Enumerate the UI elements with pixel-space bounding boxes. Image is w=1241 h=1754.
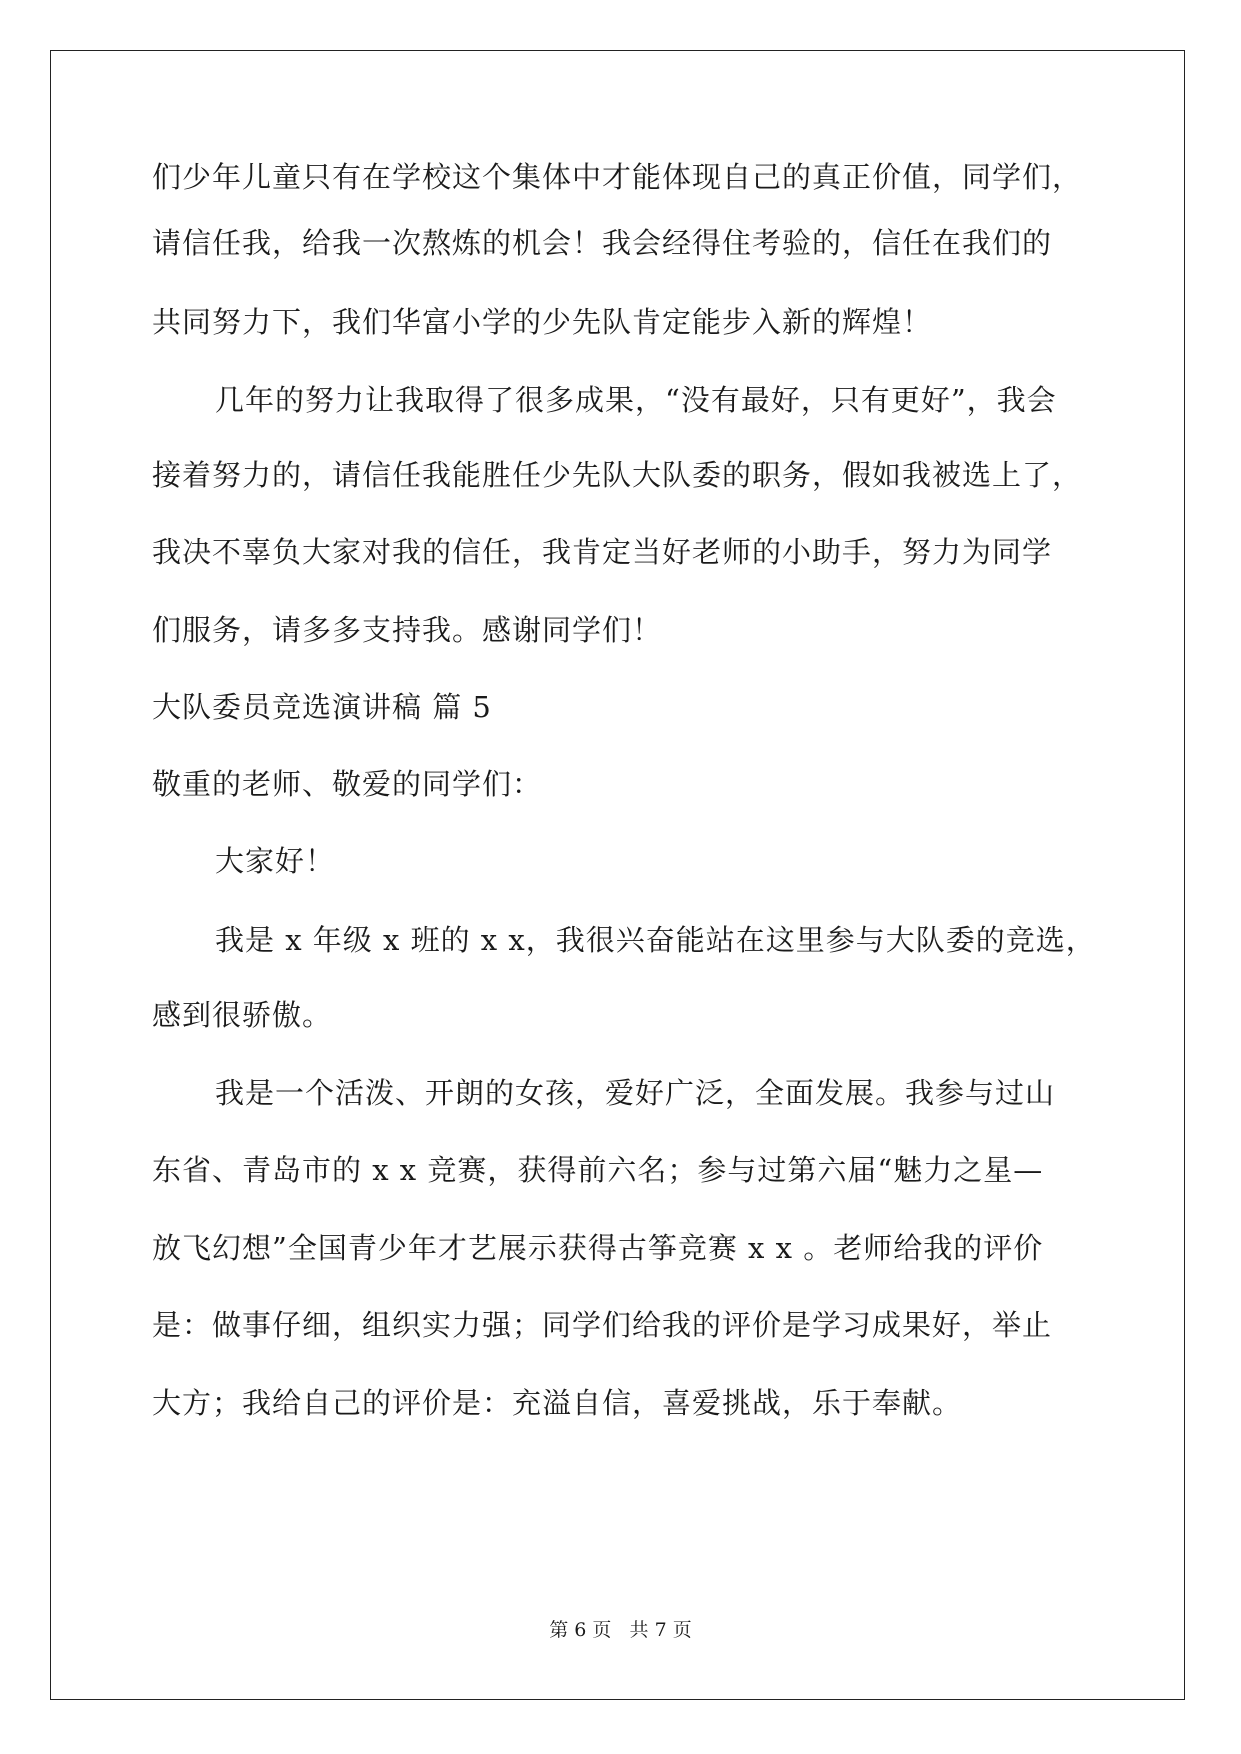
paragraph-line: 我是 x 年级 x 班的 x x，我很兴奋能站在这里参与大队委的竞选，: [215, 923, 1096, 957]
paragraph-line: 们服务，请多多支持我。感谢同学们！: [152, 613, 663, 647]
paragraph-line: 放飞幻想”全国青少年才艺展示获得古筝竞赛 x x 。老师给我的评价: [152, 1231, 1044, 1265]
section-heading: 大队委员竞选演讲稿 篇 5: [152, 690, 492, 724]
paragraph-line: 共同努力下，我们华富小学的少先队肯定能步入新的辉煌！: [152, 305, 933, 339]
salutation: 敬重的老师、敬爱的同学们：: [152, 767, 543, 801]
page-number: 第 6 页 共 7 页: [549, 1619, 692, 1641]
paragraph-line: 东省、青岛市的 x x 竞赛，获得前六名；参与过第六届“魅力之星—: [152, 1153, 1044, 1187]
paragraph-line: 接着努力的，请信任我能胜任少先队大队委的职务，假如我被选上了，: [152, 458, 1083, 492]
paragraph-line: 感到很骄傲。: [152, 998, 333, 1032]
paragraph-line: 我是一个活泼、开朗的女孩，爱好广泛，全面发展。我参与过山: [215, 1076, 1056, 1110]
paragraph-line: 大方；我给自己的评价是：充溢自信，喜爱挑战，乐于奉献。: [152, 1386, 963, 1420]
paragraph-line: 是：做事仔细，组织实力强；同学们给我的评价是学习成果好，举止: [152, 1308, 1053, 1342]
paragraph-line: 请信任我，给我一次熬炼的机会！我会经得住考验的，信任在我们的: [152, 226, 1053, 260]
paragraph-line: 们少年儿童只有在学校这个集体中才能体现自己的真正价值，同学们，: [152, 160, 1083, 194]
paragraph-line: 我决不辜负大家对我的信任，我肯定当好老师的小助手，努力为同学: [152, 535, 1053, 569]
greeting: 大家好！: [215, 844, 336, 878]
paragraph-line: 几年的努力让我取得了很多成果，“没有最好，只有更好”，我会: [215, 383, 1057, 417]
